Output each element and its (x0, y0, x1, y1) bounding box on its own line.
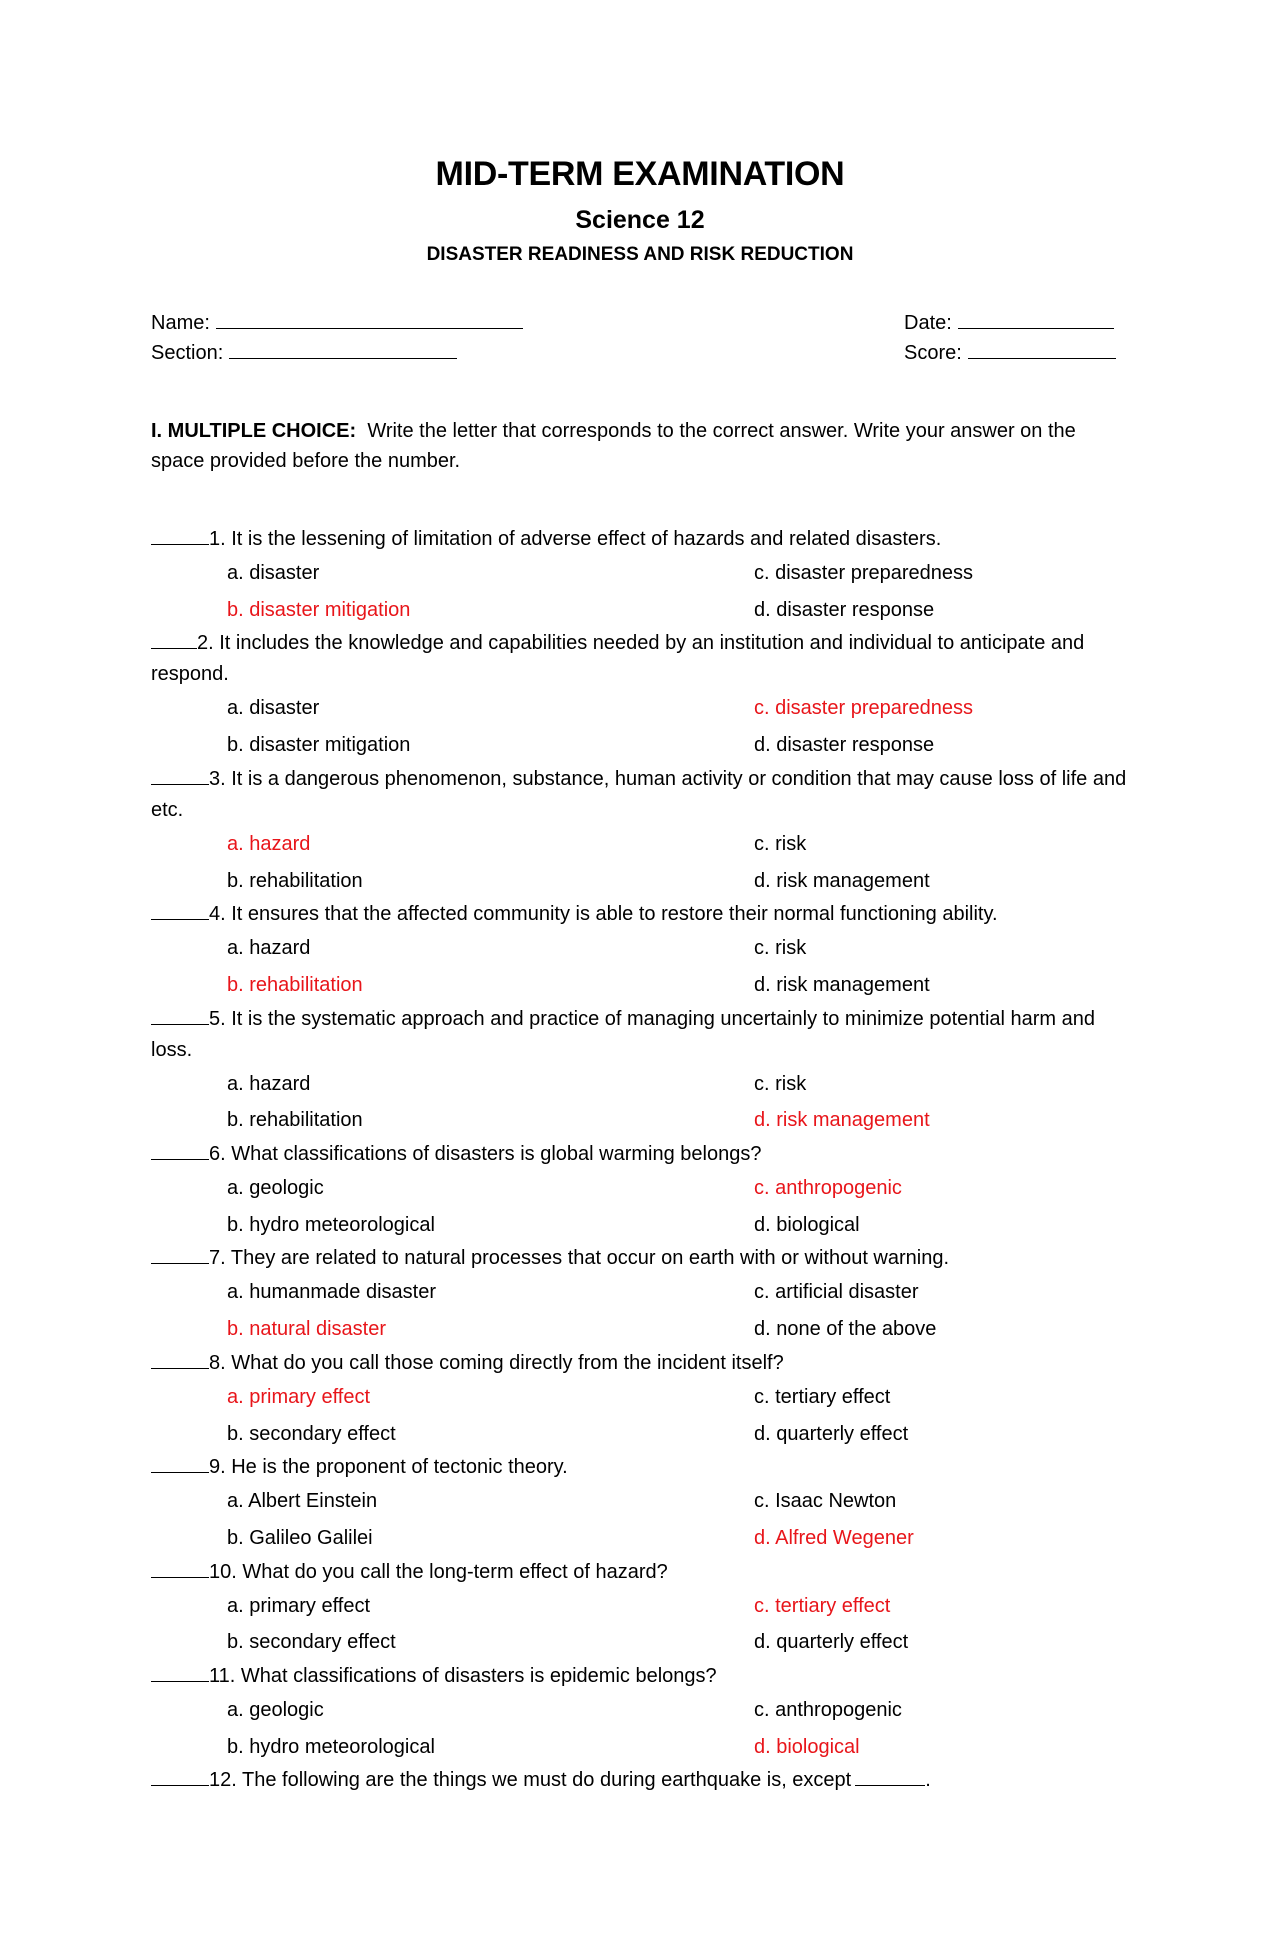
section-blank[interactable] (229, 338, 457, 359)
answer-blank[interactable] (151, 764, 209, 785)
question-stem: 1. It is the lessening of limitation of adverse effect of hazards and related disasters. (209, 528, 942, 550)
question-text (151, 1004, 1133, 1066)
option: d. disaster response (754, 734, 935, 757)
question-item (151, 1139, 1133, 1243)
option-list (151, 930, 1133, 1003)
option: a. hazard (227, 1072, 311, 1095)
option: d. risk management (754, 973, 930, 996)
exam-subject: DISASTER READINESS AND RISK REDUCTION (426, 244, 854, 265)
option-list (151, 826, 1133, 899)
answer-blank[interactable] (151, 524, 209, 545)
question-text (151, 1452, 1133, 1483)
question-stem: 3. It is a dangerous phenomenon, substance, human activity or condition that may cause loss of life and etc. (151, 767, 1127, 821)
question-stem: 7. They are related to natural processes that occur on earth with or without warning. (209, 1247, 950, 1270)
date-label: Date: (904, 312, 952, 334)
score-field (904, 338, 1116, 367)
name-blank[interactable] (216, 308, 523, 329)
question-list (151, 524, 1133, 1796)
exam-subtitle: Science 12 (575, 206, 705, 234)
option-correct: b. rehabilitation (227, 973, 363, 996)
question-stem: 12. The following are the things we must do during earthquake is, except (209, 1769, 852, 1792)
option-list (151, 690, 1133, 763)
option: d. biological (754, 1213, 860, 1236)
option: c. disaster preparedness (754, 562, 974, 584)
question-item (151, 1243, 1133, 1347)
option-list (151, 1379, 1133, 1452)
instructions-text: Write the letter that corresponds to the correct answer. Write your answer on the space provided before the number. (151, 420, 1076, 472)
question-text (151, 524, 1133, 555)
option: c. risk (754, 937, 807, 960)
option: d. quarterly effect (754, 1631, 909, 1654)
question-item (151, 1765, 1133, 1796)
option: c. risk (754, 1072, 807, 1095)
question-stem: 5. It is the systematic approach and practice of managing uncertainly to minimize potential harm and loss. (151, 1007, 1096, 1061)
answer-blank[interactable] (151, 1139, 209, 1160)
option: c. anthropogenic (754, 1699, 902, 1722)
answer-blank[interactable] (151, 1765, 209, 1786)
answer-blank[interactable] (151, 1243, 209, 1264)
option: a. Albert Einstein (227, 1490, 378, 1513)
option: a. disaster (227, 562, 320, 584)
option: d. disaster response (754, 598, 935, 621)
option: d. none of the above (754, 1318, 937, 1341)
option-list (151, 1170, 1133, 1243)
answer-blank[interactable] (151, 1452, 209, 1473)
option-list (151, 555, 1133, 628)
question-item (151, 1348, 1133, 1452)
option: a. humanmade disaster (227, 1281, 437, 1304)
question-stem: 9. He is the proponent of tectonic theory. (209, 1456, 568, 1479)
option-correct: c. tertiary effect (754, 1594, 891, 1617)
question-text (151, 1661, 1133, 1692)
instructions (151, 416, 1133, 476)
option-correct: c. anthropogenic (754, 1177, 902, 1200)
question-item (151, 1452, 1133, 1556)
option: a. geologic (227, 1699, 324, 1722)
option-list (151, 1066, 1133, 1139)
question-text (151, 899, 1133, 930)
question-item (151, 1004, 1133, 1139)
option-correct: d. risk management (754, 1109, 930, 1132)
question-stem: 8. What do you call those coming directly from the incident itself? (209, 1351, 784, 1374)
option: b. Galileo Galilei (227, 1526, 373, 1549)
option-list (151, 1588, 1133, 1661)
option: b. disaster mitigation (227, 734, 411, 757)
option: c. risk (754, 832, 807, 855)
option-correct: a. primary effect (227, 1385, 371, 1408)
option-list (151, 1274, 1133, 1347)
question-text (151, 764, 1133, 826)
question-item (151, 524, 1133, 628)
answer-blank[interactable] (151, 1348, 209, 1369)
option: b. secondary effect (227, 1631, 396, 1654)
option-correct: a. hazard (227, 832, 311, 855)
name-field (151, 308, 523, 337)
question-text (151, 1243, 1133, 1274)
option: c. Isaac Newton (754, 1490, 897, 1513)
answer-blank[interactable] (151, 628, 197, 649)
question-stem: 6. What classifications of disasters is global warming belongs? (209, 1143, 762, 1166)
question-text (151, 628, 1133, 690)
date-blank[interactable] (958, 308, 1114, 329)
score-blank[interactable] (968, 338, 1116, 359)
answer-blank[interactable] (151, 899, 209, 920)
option: a. disaster (227, 697, 320, 720)
question-item (151, 764, 1133, 899)
option: d. risk management (754, 869, 930, 892)
option: b. rehabilitation (227, 1109, 363, 1132)
question-text (151, 1765, 1133, 1796)
option: b. hydro meteorological (227, 1213, 435, 1236)
option-correct: b. natural disaster (227, 1318, 386, 1341)
option: a. hazard (227, 937, 311, 960)
question-tail: . (925, 1769, 931, 1792)
instructions-heading: I. MULTIPLE CHOICE: (151, 420, 357, 442)
question-text (151, 1348, 1133, 1379)
option-correct: d. biological (754, 1735, 860, 1758)
option-correct: d. Alfred Wegener (754, 1526, 914, 1549)
option-correct: b. disaster mitigation (227, 598, 411, 621)
score-label: Score: (904, 342, 962, 364)
inline-blank[interactable] (855, 1765, 925, 1786)
answer-blank[interactable] (151, 1004, 209, 1025)
question-stem: 11. What classifications of disasters is epidemic belongs? (209, 1665, 717, 1688)
answer-blank[interactable] (151, 1661, 209, 1682)
date-field (904, 308, 1114, 337)
option: d. quarterly effect (754, 1422, 909, 1445)
question-text (151, 1557, 1133, 1588)
option: c. tertiary effect (754, 1385, 891, 1408)
question-item (151, 899, 1133, 1003)
question-stem: 4. It ensures that the affected community is able to restore their normal functioning ability. (209, 903, 998, 926)
section-label: Section: (151, 342, 224, 364)
exam-title: MID-TERM EXAMINATION (435, 155, 845, 193)
question-text (151, 1139, 1133, 1170)
question-item (151, 1557, 1133, 1661)
question-stem: 10. What do you call the long-term effect of hazard? (209, 1560, 668, 1583)
option: a. geologic (227, 1177, 324, 1200)
name-label: Name: (151, 312, 210, 334)
question-stem: 2. It includes the knowledge and capabilities needed by an institution and individual to anticipate and respond. (151, 632, 1085, 686)
answer-blank[interactable] (151, 1557, 209, 1578)
option: b. hydro meteorological (227, 1735, 435, 1758)
question-item (151, 628, 1133, 763)
question-item (151, 1661, 1133, 1765)
option: a. primary effect (227, 1594, 371, 1617)
option: b. rehabilitation (227, 869, 363, 892)
option: b. secondary effect (227, 1422, 396, 1445)
option-list (151, 1483, 1133, 1556)
option-correct: c. disaster preparedness (754, 697, 974, 720)
section-field (151, 338, 457, 367)
option-list (151, 1692, 1133, 1765)
option: c. artificial disaster (754, 1281, 919, 1304)
